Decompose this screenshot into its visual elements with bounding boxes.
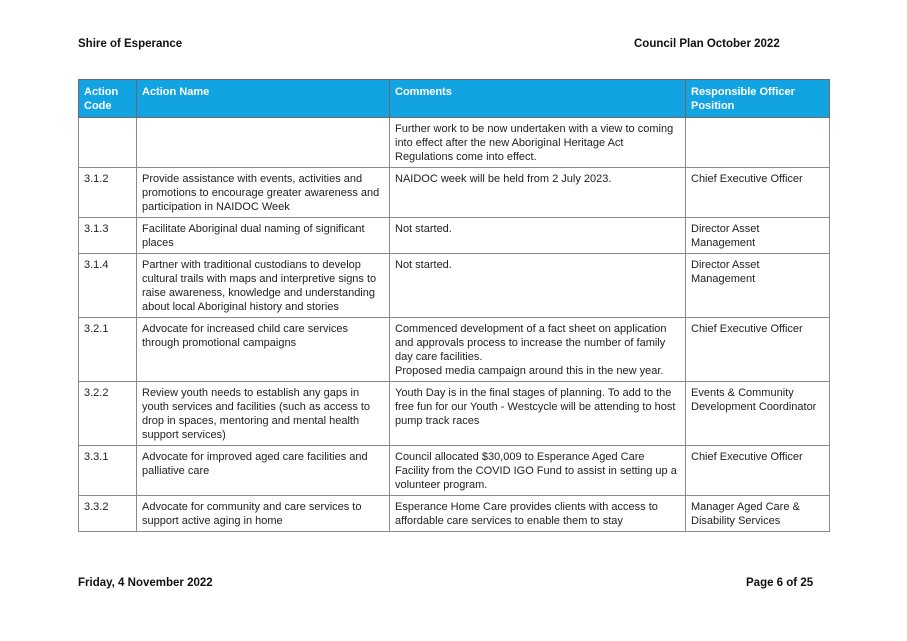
responsible-officer-cell	[686, 118, 830, 168]
column-header-comments: Comments	[390, 80, 686, 118]
responsible-officer-cell: Chief Executive Officer	[686, 446, 830, 496]
table-row	[79, 496, 830, 532]
table-row	[79, 446, 830, 496]
column-header-action-code: Action Code	[79, 80, 137, 118]
action-name-cell: Provide assistance with events, activities and promotions to encourage greater awareness and participation in NAIDOC Week	[137, 168, 390, 218]
action-code-cell: 3.1.2	[79, 168, 137, 218]
action-name-cell: Partner with traditional custodians to develop cultural trails with maps and interpretive signs to raise awareness, knowledge and understanding about local Aboriginal history and stories	[137, 254, 390, 318]
table-row	[79, 118, 830, 168]
action-name-cell	[137, 118, 390, 168]
comments-cell	[390, 446, 686, 496]
comment-text: Not started.	[395, 223, 452, 235]
comment-text: Esperance Home Care provides clients with access to affordable care services to enable them to stay	[395, 501, 658, 527]
comment-text: Not started.	[395, 259, 452, 271]
action-name-cell: Review youth needs to establish any gaps in youth services and facilities (such as access to drop in spaces, mentoring and mental health support services)	[137, 382, 390, 446]
comment-text: Further work to be now undertaken with a view to coming into effect after the new Aboriginal Heritage Act Regulations come into effect.	[395, 123, 674, 163]
document-title: Council Plan October 2022	[634, 38, 780, 50]
table-row	[79, 382, 830, 446]
comments-cell	[390, 118, 686, 168]
action-code-cell: 3.2.1	[79, 318, 137, 382]
action-code-cell: 3.3.2	[79, 496, 137, 532]
comments-cell	[390, 496, 686, 532]
responsible-officer-cell: Chief Executive Officer	[686, 318, 830, 382]
comment-text: Youth Day is in the final stages of planning. To add to the free fun for our Youth - Westcycle will be attending to host pump track races	[395, 387, 676, 427]
responsible-officer-cell: Director Asset Management	[686, 218, 830, 254]
comment-text: Proposed media campaign around this in the new year.	[395, 365, 664, 377]
table-row	[79, 218, 830, 254]
report-date: Friday, 4 November 2022	[78, 577, 213, 589]
comments-cell	[390, 254, 686, 318]
column-header-responsible-officer: Responsible Officer Position	[686, 80, 830, 118]
action-code-cell: 3.1.4	[79, 254, 137, 318]
comment-text: NAIDOC week will be held from 2 July 2023.	[395, 173, 612, 185]
comment-text: Council allocated $30,009 to Esperance Aged Care Facility from the COVID IGO Fund to assist in setting up a volunteer program.	[395, 451, 677, 491]
table-row	[79, 254, 830, 318]
comments-cell	[390, 318, 686, 382]
responsible-officer-cell: Chief Executive Officer	[686, 168, 830, 218]
action-table	[78, 79, 830, 532]
column-header-action-name: Action Name	[137, 80, 390, 118]
action-name-cell: Advocate for community and care services to support active aging in home	[137, 496, 390, 532]
action-code-cell: 3.1.3	[79, 218, 137, 254]
table-row	[79, 318, 830, 382]
action-code-cell: 3.3.1	[79, 446, 137, 496]
comment-text: Commenced development of a fact sheet on application and approvals process to increase the number of family day care facilities.	[395, 323, 667, 363]
comments-cell	[390, 382, 686, 446]
action-code-cell	[79, 118, 137, 168]
comments-cell	[390, 168, 686, 218]
table-header-row	[79, 80, 830, 118]
page-number: Page 6 of 25	[746, 577, 814, 589]
responsible-officer-cell: Events & Community Development Coordinator	[686, 382, 830, 446]
action-name-cell: Advocate for improved aged care facilities and palliative care	[137, 446, 390, 496]
responsible-officer-cell: Director Asset Management	[686, 254, 830, 318]
comments-cell	[390, 218, 686, 254]
action-name-cell: Facilitate Aboriginal dual naming of significant places	[137, 218, 390, 254]
action-code-cell: 3.2.2	[79, 382, 137, 446]
action-name-cell: Advocate for increased child care services through promotional campaigns	[137, 318, 390, 382]
document-organisation: Shire of Esperance	[78, 38, 183, 50]
table-row	[79, 168, 830, 218]
responsible-officer-cell: Manager Aged Care & Disability Services	[686, 496, 830, 532]
